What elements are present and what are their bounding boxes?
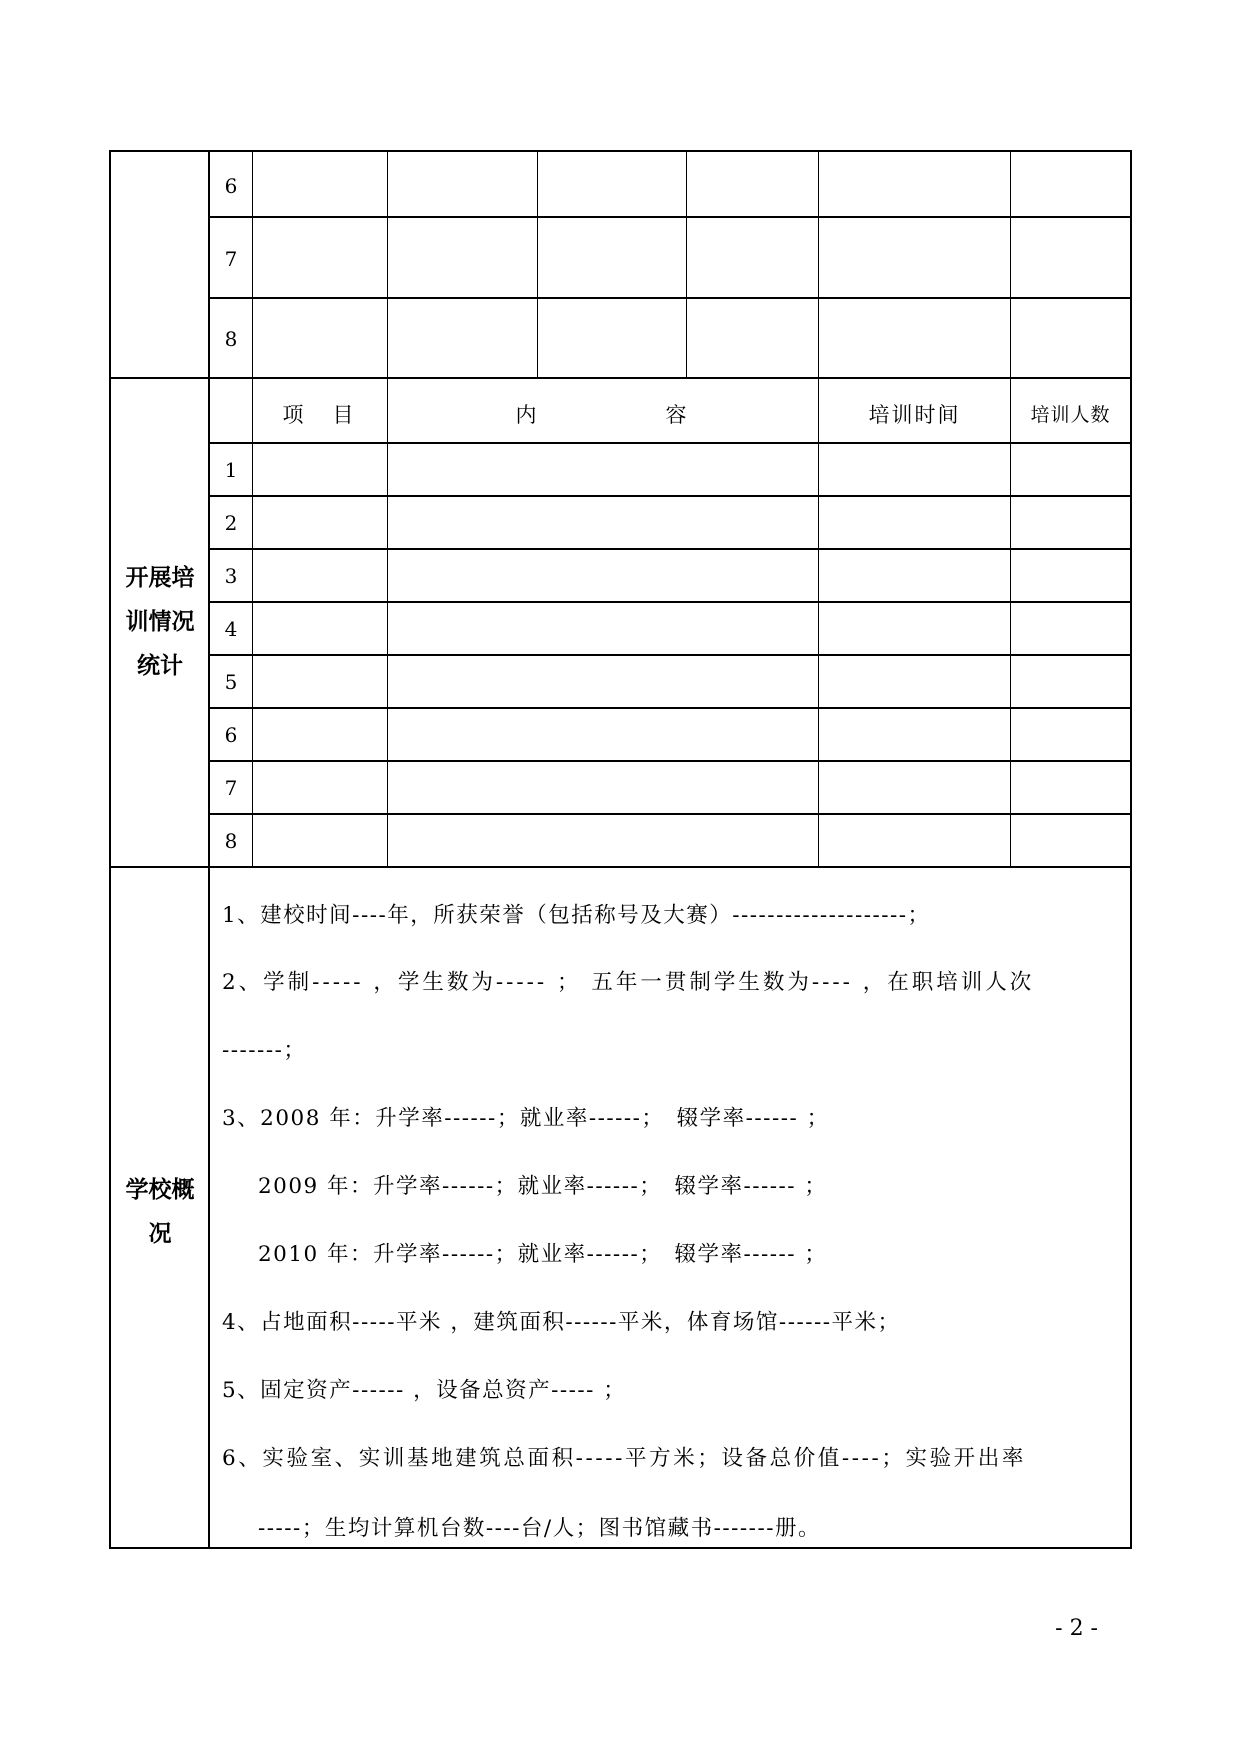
row-number: 4 [224,617,238,641]
col-divider [537,150,538,378]
col-divider [818,150,819,866]
training-section-label: 开展培 训情况 统计 [125,564,195,679]
row-number: 1 [224,458,238,482]
row-number: 7 [224,776,238,800]
school-line-3-2010: 2010 年：升学率------；就业率------； 辍学率------ ； [258,1242,828,1267]
row-number: 7 [224,247,238,271]
col-divider [252,150,253,866]
col-divider [1010,150,1011,866]
school-line-5: 5、固定资产------ ，设备总资产----- ； [222,1378,627,1403]
school-line-3-2009: 2009 年：升学率------；就业率------； 辍学率------ ； [258,1174,828,1199]
row-divider [210,601,1130,603]
row-number: 5 [224,670,238,694]
header-training-count: 培训人数 [1030,404,1111,426]
row-number: 6 [224,174,238,198]
table-border-right [1130,150,1132,1549]
section-divider [111,866,1130,868]
school-section-label: 学校概 况 [125,1176,195,1247]
school-line-6-cont: -----；生均计算机台数----台/人；图书馆藏书-------册。 [258,1516,821,1541]
row-number: 3 [224,564,238,588]
school-line-2: 2、学制----- ，学生数为----- ； 五年一贯制学生数为---- ，在职培训人次 [222,970,1035,995]
row-divider [210,813,1130,815]
row-divider [210,654,1130,656]
col-divider [686,150,687,378]
row-divider [210,297,1130,299]
row-divider [210,760,1130,762]
row-number: 6 [224,723,238,747]
header-content: 内 容 [515,403,691,427]
school-line-2-cont: -------； [222,1038,307,1063]
header-training-time: 培训时间 [868,403,961,427]
row-number: 8 [224,829,238,853]
page-number: - 2 - [1055,1616,1098,1641]
row-divider [210,495,1130,497]
row-divider [210,216,1130,218]
school-line-6: 6、实验室、实训基地建筑总面积-----平方米；设备总价值----；实验开出率 [222,1446,1026,1471]
row-number: 2 [224,511,238,535]
table-border-top [109,150,1132,152]
school-line-1: 1、建校时间----年，所获荣誉（包括称号及大赛）--------------------； [222,903,931,928]
school-line-3: 3、2008 年：升学率------；就业率------； 辍学率------ ； [222,1106,830,1131]
table-border-left [109,150,111,1549]
header-item: 项 目 [282,403,358,427]
row-divider [210,442,1130,444]
row-number: 8 [224,327,238,351]
col-divider [387,150,388,866]
row-divider [210,548,1130,550]
row-divider [210,707,1130,709]
school-line-4: 4、占地面积-----平米 ，建筑面积------平米，体育场馆------平米； [222,1310,901,1335]
table-border-bottom [109,1547,1132,1549]
section-divider [111,377,1130,379]
